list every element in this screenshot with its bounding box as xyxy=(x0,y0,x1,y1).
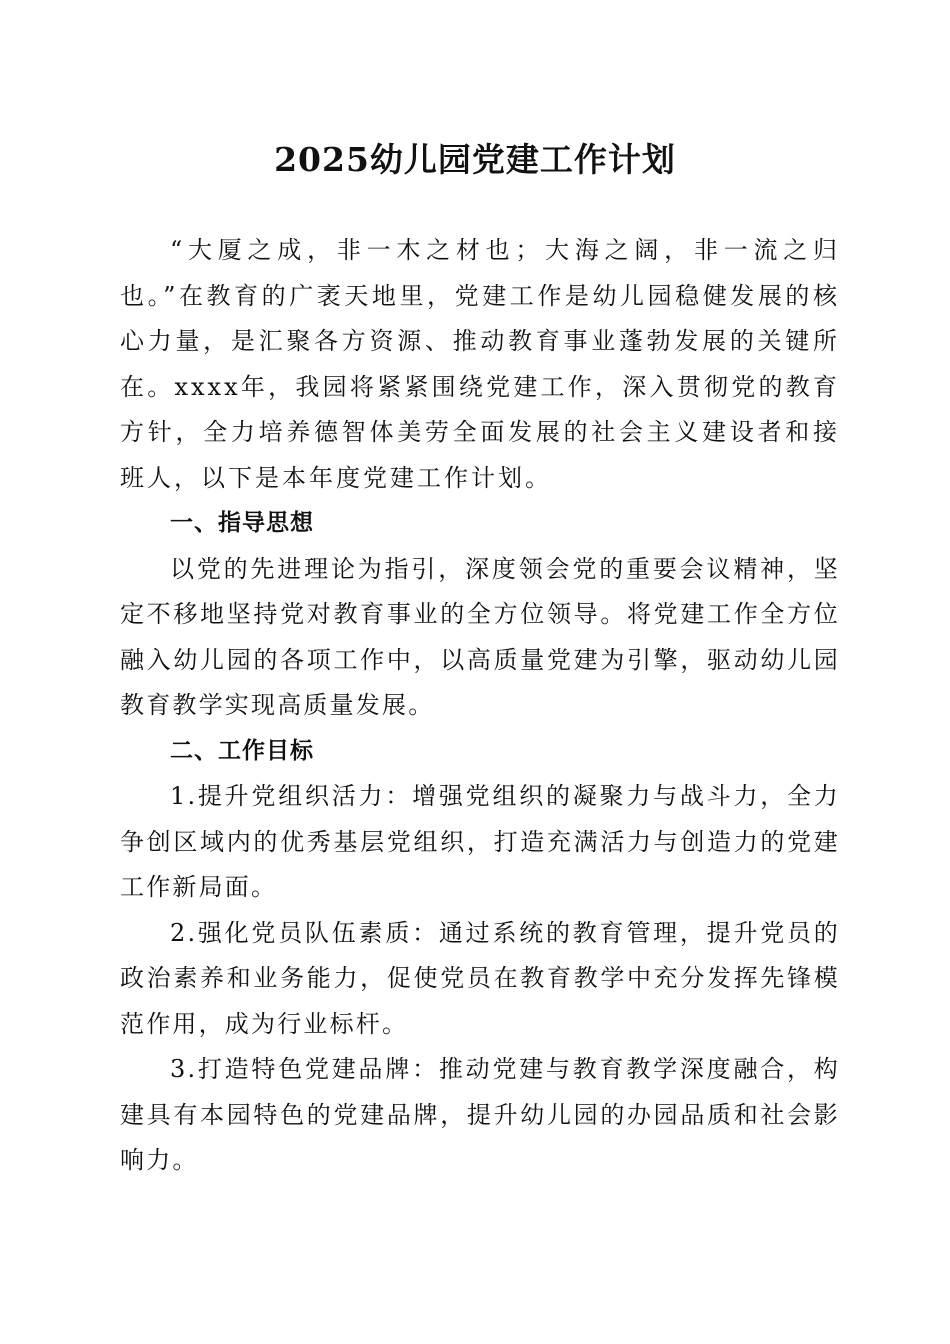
work-goal-item-2: 2.强化党员队伍素质：通过系统的教育管理，提升党员的政治素养和业务能力，促使党员在教育教学中充分发挥先锋模范作用，成为行业标杆。 xyxy=(120,918,840,1038)
document-title: 2025幼儿园党建工作计划 xyxy=(274,140,676,179)
document-body xyxy=(120,228,840,1184)
work-goal-item-3: 3.打造特色党建品牌：推动党建与教育教学深度融合，构建具有本园特色的党建品牌，提升幼儿园的办园品质和社会影响力。 xyxy=(120,1055,840,1174)
guiding-ideology-paragraph: 以党的先进理论为指引，深度领会党的重要会议精神，坚定不移地坚持党对教育事业的全方位领导。将党建工作全方位融入幼儿园的各项工作中，以高质量党建为引擎，驱动幼儿园教育教学实现高质量发展。 xyxy=(120,554,840,719)
section-heading-guiding-ideology: 一、指导思想 xyxy=(170,510,314,536)
section-heading-work-goals: 二、工作目标 xyxy=(170,737,314,764)
work-goal-item-1: 1.提升党组织活力：增强党组织的凝聚力与战斗力，全力争创区域内的优秀基层党组织，打造充满活力与创造力的党建工作新局面。 xyxy=(120,782,840,901)
intro-paragraph: “大厦之成，非一木之材也；大海之阔，非一流之归也。”在教育的广袤天地里，党建工作是幼儿园稳健发展的核心力量，是汇聚各方资源、推动教育事业蓬勃发展的关键所在。xxxx年，我园将紧紧围绕党建工作，深入贯彻党的教育方针，全力培养德智体美劳全面发展的社会主义建设者和接班人，以下是本年度党建工作计划。 xyxy=(120,236,840,492)
